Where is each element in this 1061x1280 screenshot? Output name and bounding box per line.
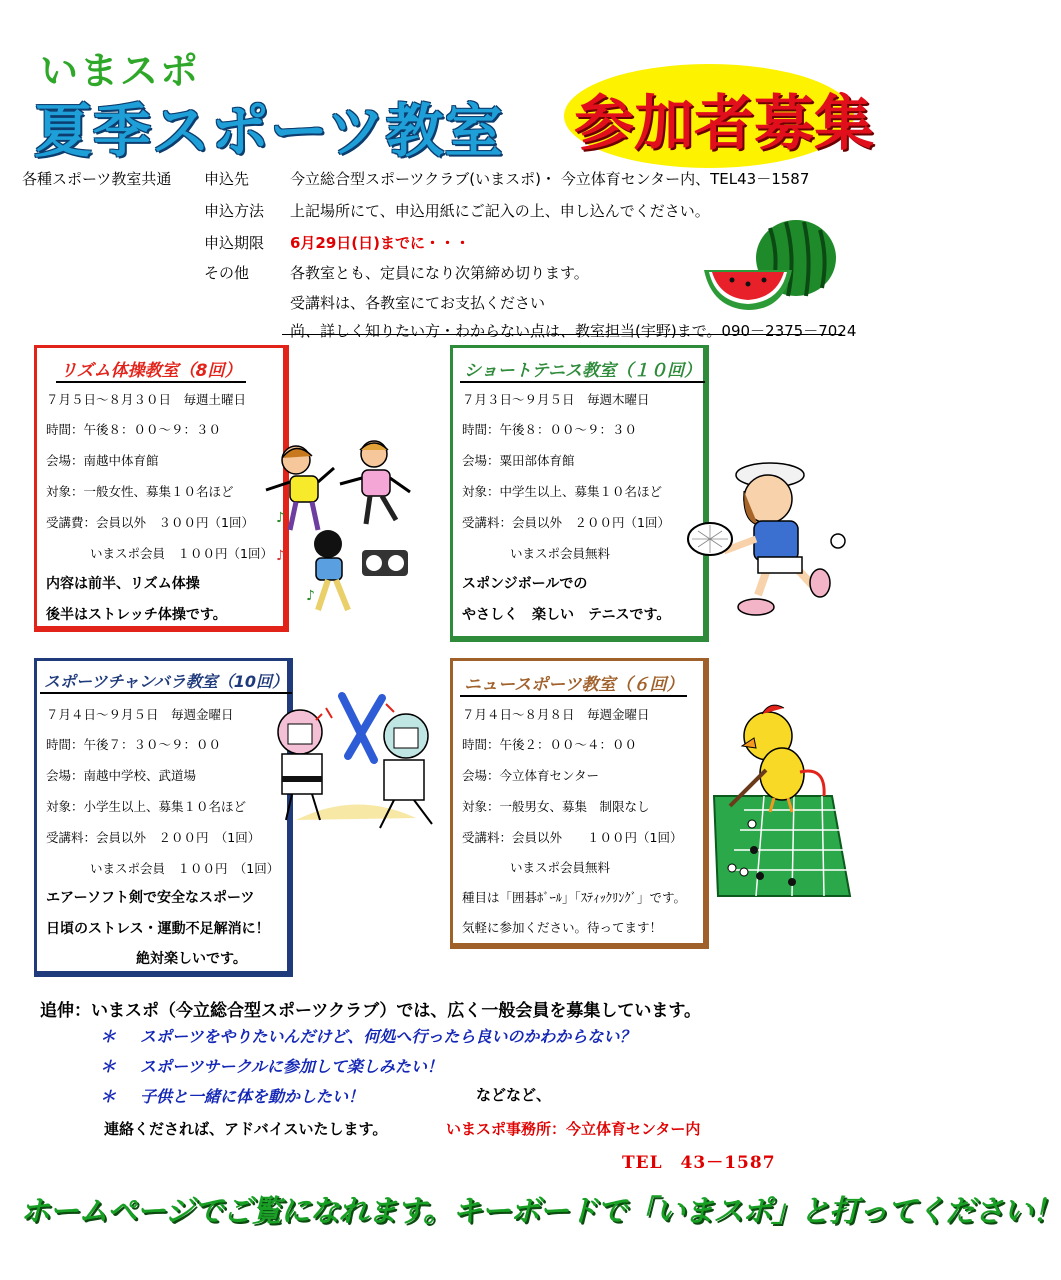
class-line: エアーソフト剣で安全なスポーツ xyxy=(46,890,255,906)
class-line: 時間：午後８：００～９：３０ xyxy=(46,422,222,437)
class-line: いまスポ会員 １００円（1回） xyxy=(90,546,273,561)
info-fee-note: 受講料は、各教室にてお支払ください xyxy=(290,294,546,312)
etc-note: などなど、 xyxy=(476,1086,552,1104)
class-line: 対象：一般女性、募集１０名ほど xyxy=(46,484,234,499)
class-line: 時間：午後２：００～４：００ xyxy=(462,737,638,752)
info-label-method: 申込方法 xyxy=(204,202,265,220)
bullet-mark: ＊ xyxy=(100,1057,117,1076)
bullet-mark: ＊ xyxy=(100,1027,117,1046)
brand-name: いまスポ xyxy=(40,49,201,93)
info-label-apply-to: 申込先 xyxy=(204,170,250,188)
svg-text:♪: ♪ xyxy=(276,548,285,564)
bird-body xyxy=(760,748,804,800)
class-line: 会場：粟田部体育館 xyxy=(462,453,575,468)
bullet-item: 子供と一緒に体を動かしたい！ xyxy=(140,1087,365,1106)
class-line: いまスポ会員 １００円 （1回） xyxy=(90,861,280,876)
bullet-mark: ＊ xyxy=(100,1087,117,1106)
class-line: 気軽に参加ください。待ってます！ xyxy=(462,920,663,935)
tennis-ball xyxy=(831,534,845,548)
bullet-item: スポーツをやりたいんだけど、何処へ行ったら良いのかわからない？ xyxy=(140,1027,636,1046)
class-line: やさしく 楽しい テニスです。 xyxy=(462,607,671,623)
bird-goball-illustration xyxy=(704,700,854,900)
homepage-banner: ホームページでご覧になれます。キーボードで「いまスポ」と打ってください！ xyxy=(20,1194,1061,1229)
bullet-item: スポーツサークルに参加して楽しみたい！ xyxy=(140,1057,443,1076)
common-label: 各種スポーツ教室共通 xyxy=(22,170,172,188)
class-line: 受講料：会員以外 ２００円（1回） xyxy=(462,515,670,530)
info-value-deadline: 6月29日(日)までに・・・ xyxy=(290,234,471,252)
class-title-rhythm: リズム体操教室（8回） xyxy=(56,356,246,383)
recruit-heading: 参加者募集 xyxy=(574,89,874,159)
class-title-tennis: ショートテニス教室（１０回） xyxy=(460,356,705,383)
dancer-shirt xyxy=(362,470,390,496)
info-label-other: その他 xyxy=(204,264,250,282)
class-line: いまスポ会員無料 xyxy=(510,546,611,561)
info-value-apply-to: 今立総合型スポーツクラブ(いまスポ)・ 今立体育センター内、TEL43－1587 xyxy=(290,170,810,188)
class-line: 後半はストレッチ体操です。 xyxy=(46,607,227,623)
class-line: ７月４日～８月８日 毎週金曜日 xyxy=(462,707,650,722)
class-line: 内容は前半、リズム体操 xyxy=(46,576,200,592)
svg-text:♪: ♪ xyxy=(306,588,315,604)
class-line: スポンジボールでの xyxy=(462,576,588,592)
goball-field xyxy=(714,796,850,896)
class-line: ７月４日～９月５日 毎週金曜日 xyxy=(46,707,234,722)
class-line: 受講料：会員以外 ２００円 （1回） xyxy=(46,830,261,845)
class-title-chanbara: スポーツチャンバラ教室（10回） xyxy=(40,669,292,694)
player-shirt xyxy=(754,521,798,561)
dancer-head xyxy=(314,530,342,558)
class-line: 対象：小学生以上、募集１０名ほど xyxy=(46,799,247,814)
class-line: 会場：南越中学校、武道場 xyxy=(46,768,197,783)
info-value-other: 各教室とも、定員になり次第締め切ります。 xyxy=(290,264,589,282)
info-underline xyxy=(282,334,842,335)
dancer-shirt xyxy=(290,476,318,502)
class-line: 時間：午後７：３０～９：００ xyxy=(46,737,222,752)
class-line: ７月５日～８月３０日 毎週土曜日 xyxy=(46,392,247,407)
class-line: 受講費：会員以外 ３００円（1回） xyxy=(46,515,254,530)
class-line: ７月３日～９月５日 毎週木曜日 xyxy=(462,392,650,407)
class-title-newsports: ニュースポーツ教室（６回） xyxy=(460,670,687,697)
info-label-deadline: 申込期限 xyxy=(204,234,265,252)
info-value-method: 上記場所にて、申込用紙にご記入の上、申し込んでください。 xyxy=(290,202,710,220)
ps-note: 追伸：いまスポ（今立総合型スポーツクラブ）では、広く一般会員を募集しています。 xyxy=(40,1001,701,1021)
class-line: 受講料：会員以外 １００円（1回） xyxy=(462,830,683,845)
class-line: 会場：今立体育センター xyxy=(462,768,600,783)
page-title: 夏季スポーツ教室 xyxy=(34,97,504,165)
class-line: 対象：一般男女、募集 制限なし xyxy=(462,799,650,814)
svg-text:♪: ♪ xyxy=(276,510,285,526)
class-line: 絶対楽しいです。 xyxy=(136,951,247,967)
watermelon-illustration xyxy=(700,218,840,313)
contact-note: 連絡くだされば、アドバイスいたします。 xyxy=(104,1120,388,1138)
class-line: 会場：南越中体育館 xyxy=(46,453,159,468)
class-line: 種目は「囲碁ﾎﾞｰﾙ」「ｽﾃｨｯｸﾘﾝｸﾞ」です。 xyxy=(462,890,687,905)
office-phone: TEL 43－1587 xyxy=(622,1153,776,1173)
rhythm-dancers-illustration xyxy=(262,438,422,618)
office-location: いまスポ事務所：今立体育センター内 xyxy=(446,1120,701,1138)
class-line: 日頃のストレス・運動不足解消に！ xyxy=(46,921,270,937)
class-line: 対象：中学生以上、募集１０名ほど xyxy=(462,484,663,499)
info-contact-note: 尚、詳しく知りたい方・わからない点は、教室担当(宇野)まで。090－2375－7024 xyxy=(290,322,857,340)
class-line: 時間：午後８：００～９：３０ xyxy=(462,422,638,437)
chanbara-illustration xyxy=(256,690,446,840)
class-line: いまスポ会員無料 xyxy=(510,860,611,875)
tennis-player-illustration xyxy=(684,455,854,635)
